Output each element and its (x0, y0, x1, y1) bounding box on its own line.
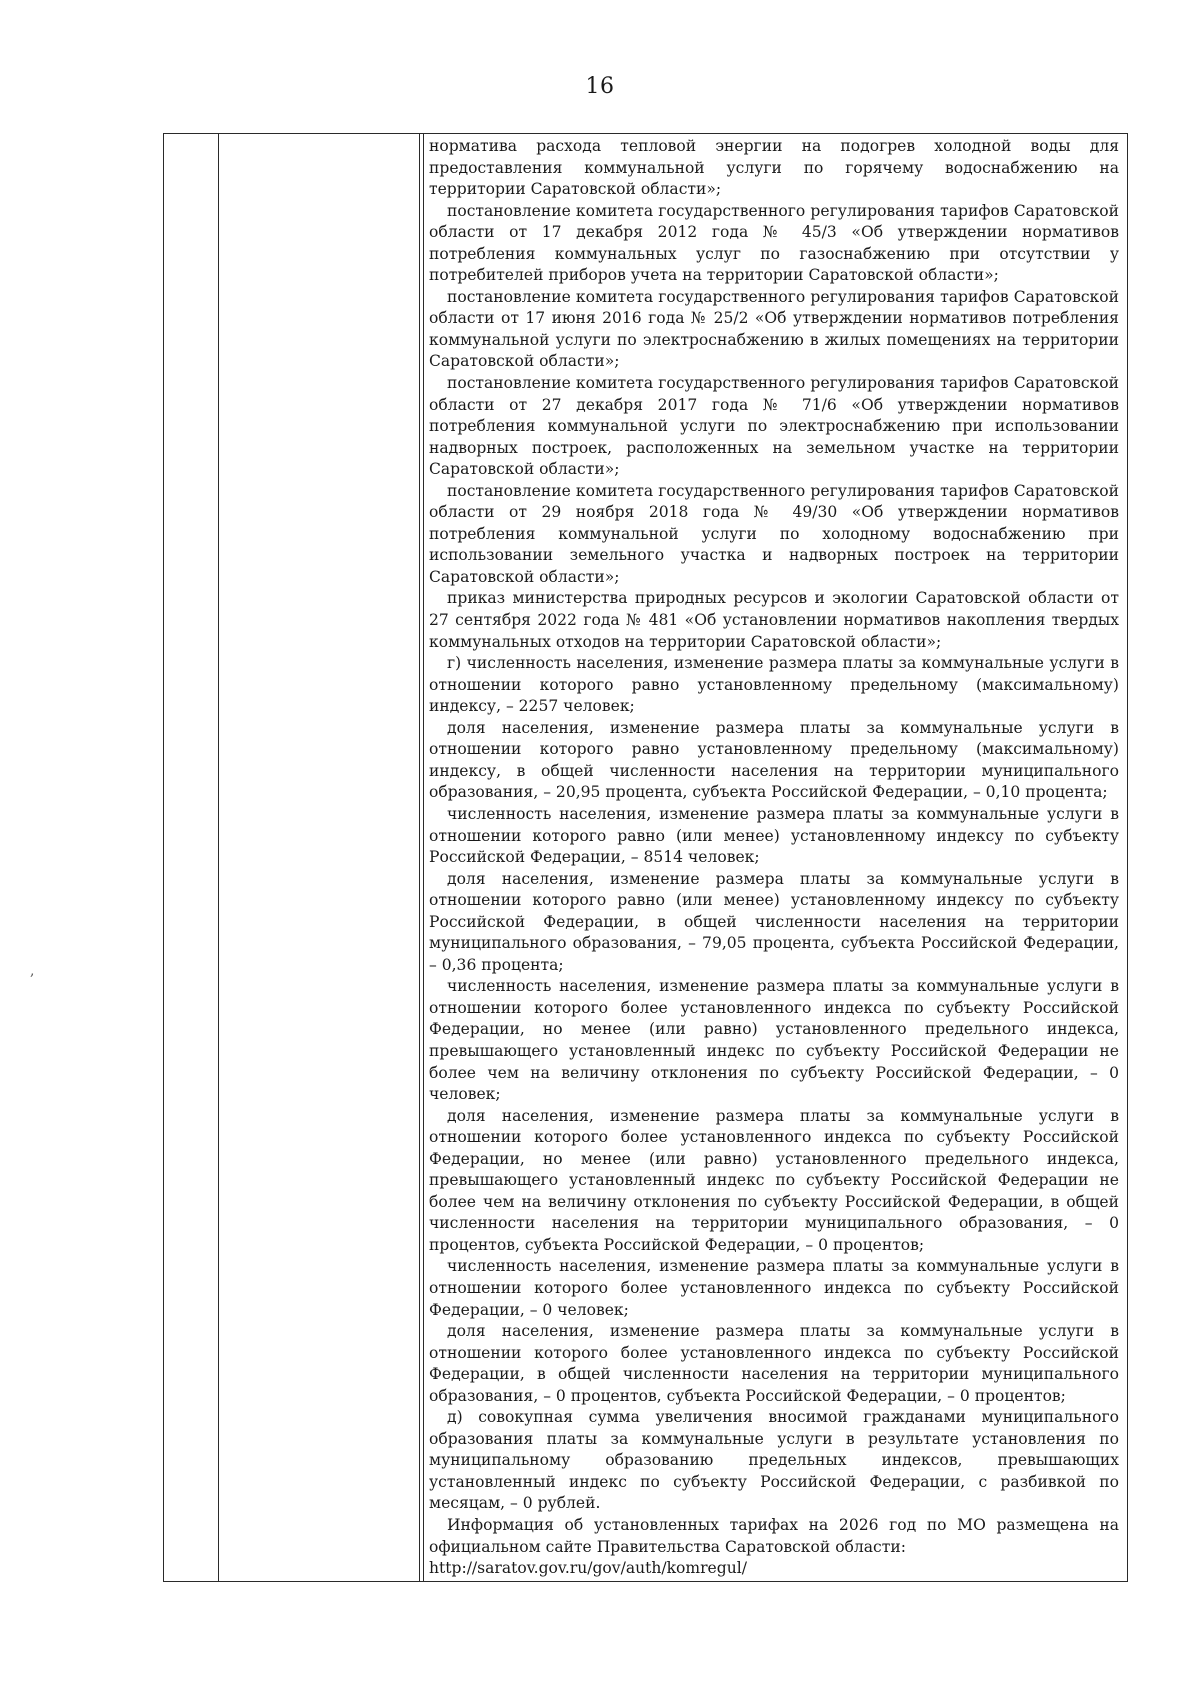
table-column-divider (419, 134, 420, 1581)
paragraph: постановление комитета государственного регулирования тарифов Саратовской области от 17 декабря 2012 года № 45/3 «Об утверждении нормативов потребления коммунальных услуг по газоснабжению при отсутствии у потребителей приборов учета на территории Саратовской области»; (429, 201, 1119, 285)
website-link[interactable]: http://saratov.gov.ru/gov/auth/komregul/ (429, 1559, 747, 1578)
scan-artifact: , (30, 963, 35, 979)
paragraph: Информация об установленных тарифах на 2026 год по МО размещена на официальном сайте Правительства Саратовской области: (429, 1516, 1119, 1556)
paragraph: доля населения, изменение размера платы за коммунальные услуги в отношении которого равно (или менее) установленному индексу по субъекту Российской Федерации, в общей численности населения на территории муниципального образования, – 79,05 процента, субъекта Российской Федерации, – 0,36 процента; (429, 869, 1119, 974)
paragraph: доля населения, изменение размера платы за коммунальные услуги в отношении которого более установленного индекса по субъекту Российской Федерации, но менее (или равно) установленного предельного индекса, превышающего установленный индекс по субъекту Российской Федерации не более чем на величину отклонения по субъекту Российской Федерации, в общей численности населения на территории муниципального образования, – 0 процентов, субъекта Российской Федерации, – 0 процентов; (429, 1106, 1119, 1254)
document-table (163, 133, 1128, 1582)
paragraph: доля населения, изменение размера платы за коммунальные услуги в отношении которого более установленного индекса по субъекту Российской Федерации, в общей численности населения на территории муниципального образования, – 0 процентов, субъекта Российской Федерации, – 0 процентов; (429, 1322, 1119, 1405)
table-text-cell (429, 136, 1119, 1580)
paragraph: численность населения, изменение размера платы за коммунальные услуги в отношении которого более установленного индекса по субъекту Российской Федерации, – 0 человек; (429, 1257, 1119, 1319)
paragraph: постановление комитета государственного регулирования тарифов Саратовской области от 29 ноября 2018 года № 49/30 «Об утверждении нормативов потребления коммунальной услуги по холодному водоснабжению при использовании земельного участка и надворных построек на территории Саратовской области»; (429, 481, 1119, 586)
paragraph: численность населения, изменение размера платы за коммунальные услуги в отношении которого более установленного индекса по субъекту Российской Федерации, но менее (или равно) установленного предельного индекса, превышающего установленный индекс по субъекту Российской Федерации не более чем на величину отклонения по субъекту Российской Федерации, – 0 человек; (429, 977, 1119, 1104)
paragraph: приказ министерства природных ресурсов и экологии Саратовской области от 27 сентября 2022 года № 481 «Об установлении нормативов накопления твердых коммунальных отходов на территории Саратовской области»; (429, 589, 1119, 651)
paragraph: постановление комитета государственного регулирования тарифов Саратовской области от 17 июня 2016 года № 25/2 «Об утверждении нормативов потребления коммунальной услуги по электроснабжению в жилых помещениях на территории Саратовской области»; (429, 287, 1119, 371)
page-number: 16 (585, 74, 615, 99)
table-column-divider (218, 134, 219, 1581)
table-column-divider (423, 134, 424, 1581)
paragraph: доля населения, изменение размера платы за коммунальные услуги в отношении которого равно установленному предельному (максимальному) индексу, в общей численности населения на территории муниципального образования, – 20,95 процента, субъекта Российской Федерации, – 0,10 процента; (429, 718, 1119, 802)
paragraph: численность населения, изменение размера платы за коммунальные услуги в отношении которого равно (или менее) установленному индексу по субъекту Российской Федерации, – 8514 человек; (429, 804, 1119, 867)
paragraph: г) численность населения, изменение размера платы за коммунальные услуги в отношении которого равно установленному предельному (максимальному) индексу, – 2257 человек; (429, 654, 1119, 716)
paragraph-continuation: норматива расхода тепловой энергии на подогрев холодной воды для предоставления коммунальной услуги по горячему водоснабжению на территории Саратовской области»; (429, 137, 1119, 199)
paragraph: д) совокупная сумма увеличения вносимой гражданами муниципального образования платы за коммунальные услуги в результате установления по муниципальному образованию предельных индексов, превышающих установленный индекс по субъекту Российской Федерации, с разбивкой по месяцам, – 0 рублей. (429, 1408, 1119, 1513)
paragraph: постановление комитета государственного регулирования тарифов Саратовской области от 27 декабря 2017 года № 71/6 «Об утверждении нормативов потребления коммунальной услуги по электроснабжению при использовании надворных построек, расположенных на земельном участке на территории Саратовской области»; (429, 374, 1119, 479)
